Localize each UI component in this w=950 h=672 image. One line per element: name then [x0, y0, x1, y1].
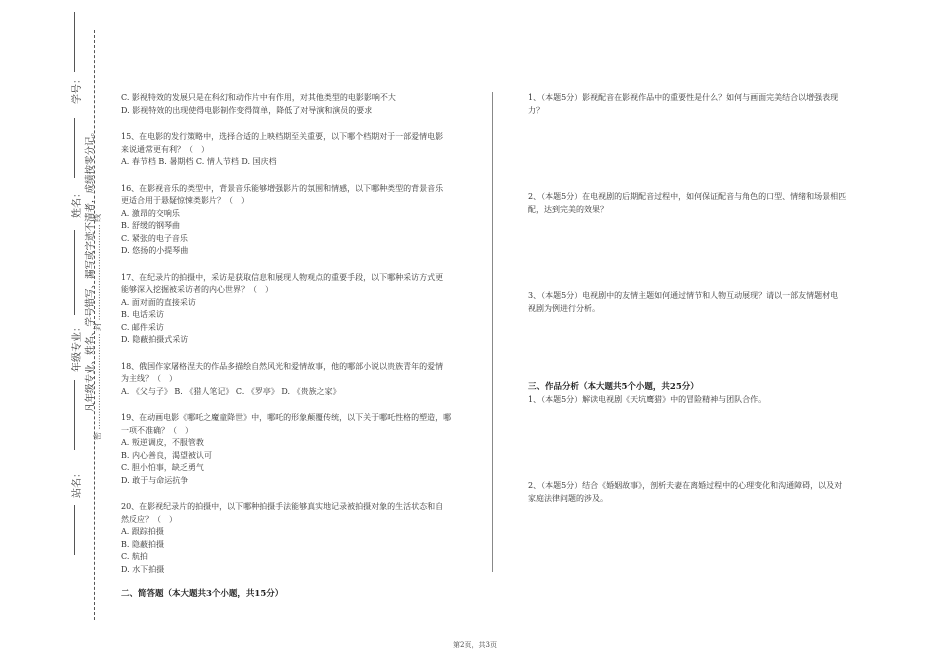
student-id-label: 学号： [72, 74, 83, 104]
q19-option-c: C. 胆小怕事，缺乏勇气 [121, 463, 204, 472]
q15-text-line1: 15、在电影的发行策略中，选择合适的上映档期至关重要，以下哪个档期对于一部爱情电影 [121, 132, 444, 141]
page-footer: 第2页，共3页 [453, 641, 497, 649]
short-answer-1-line1: 1、（本题5分）影视配音在影视作品中的重要性是什么？如何与画面完美结合以增强表现 [528, 93, 839, 102]
grade-major-label: 年级专业： [72, 322, 83, 372]
binding-line-top [74, 12, 75, 72]
binding-line-end [74, 505, 75, 555]
binding-line-bottom [74, 380, 75, 450]
q17-text-line1: 17、在纪录片的拍摄中，采访是获取信息和展现人物观点的重要手段，以下哪种采访方式更 [121, 272, 444, 282]
binding-line-mid [74, 118, 75, 178]
left-column [121, 92, 471, 601]
short-answer-3-line1: 3、（本题5分）电视剧中的友情主题如何通过情节和人物互动展现？请以一部友情题材电 [528, 291, 839, 300]
q20-text-line1: 20、在影视纪录片的拍摄中，以下哪种拍摄手法能够真实地记录被拍摄对象的生活状态和自 [121, 502, 444, 511]
short-answer-1-line2: 力？ [528, 105, 544, 115]
q20-option-b: B. 隐蔽拍摄 [121, 539, 164, 549]
q20-text-line2: 然反应？（ ） [121, 514, 177, 524]
binding-line-lower [74, 230, 75, 315]
section3-title: 三、作品分析（本大题共5个小题，共25分） [528, 382, 699, 392]
right-column [528, 92, 888, 505]
q18-text-line2: 为主线？（ ） [121, 374, 177, 383]
q17-text-line2: 能够深入挖掘被采访者的内心世界？（ ） [121, 285, 273, 294]
q15-text-line2: 来说通常更有利？（ ） [121, 144, 209, 154]
q20-option-d: D. 水下拍摄 [121, 564, 165, 574]
short-answer-3-line2: 视剧为例进行分析。 [528, 303, 600, 313]
short-answer-2-line1: 2、（本题5分）在电视剧的后期配音过程中，如何保证配音与角色的口型、情绪和场景相匹 [528, 192, 847, 201]
q16-option-d: D. 悠扬的小提琴曲 [121, 246, 189, 255]
name-label: 姓名： [72, 188, 83, 218]
section2-title: 二、简答题（本大题共3个小题，共15分） [121, 589, 284, 599]
q16-option-c: C. 紧张的电子音乐 [121, 233, 188, 243]
q19-text-line2: 一项不准确？（ ） [121, 425, 193, 435]
q19-option-a: A. 叛逆调皮，不服管教 [121, 438, 204, 447]
q14-option-c: C. 影视特效的发展只是在科幻和动作片中有作用，对其他类型的电影影响不大 [121, 93, 396, 102]
q19-option-b: B. 内心善良，渴望被认可 [121, 450, 212, 460]
q15-options: A. 春节档 B. 暑期档 C. 情人节档 D. 国庆档 [121, 157, 277, 166]
q16-option-b: B. 舒缓的钢琴曲 [121, 221, 180, 230]
q16-text-line2: 更适合用于悬疑惊悚类影片？（ ） [121, 196, 249, 205]
q17-option-a: A. 面对面的直接采访 [121, 297, 196, 307]
q20-option-c: C. 航拍 [121, 552, 148, 561]
q19-text-line1: 19、在动画电影《哪吒之魔童降世》中，哪吒的形象颠覆传统，以下关于哪吒性格的塑造，哪 [121, 413, 452, 422]
q16-text-line1: 16、在影视音乐的类型中，背景音乐能够增强影片的氛围和情感，以下哪种类型的背景音乐 [121, 183, 444, 193]
column-divider [492, 92, 493, 572]
q17-option-d: D. 隐蔽拍摄式采访 [121, 335, 189, 344]
q18-options: A. 《父与子》 B. 《猎人笔记》 C. 《罗亭》 D. 《贵族之家》 [121, 386, 341, 396]
seal-line-text: 密 ……………………………… 封 ……………………………… 线 [93, 213, 102, 440]
analysis-2-line2: 家庭法律问题的涉及。 [528, 493, 608, 503]
school-label: 站名： [72, 468, 83, 498]
q19-option-d: D. 敢于与命运抗争 [121, 475, 189, 485]
q17-option-c: C. 邮件采访 [121, 322, 164, 332]
binding-notice: 凡年级专业、姓名、学号错写、漏写或字迹不清者，成绩按零分记。 [85, 126, 96, 412]
analysis-1: 1、（本题5分）解读电视剧《天坑鹰猎》中的冒险精神与团队合作。 [528, 394, 767, 404]
binding-margin [40, 0, 120, 672]
q16-option-a: A. 激昂的交响乐 [121, 208, 180, 218]
seal-dashed-line [94, 30, 95, 620]
q18-text-line1: 18、俄国作家屠格涅夫的作品多描绘自然风光和爱情故事，他的哪部小说以贵族青年的爱情 [121, 361, 444, 371]
analysis-2-line1: 2、（本题5分）结合《婚姻故事》，剖析夫妻在离婚过程中的心理变化和沟通障碍，以及对 [528, 481, 843, 490]
q14-option-d: D. 影视特效的出现使得电影制作变得简单，降低了对导演和演员的要求 [121, 105, 373, 115]
q20-option-a: A. 跟踪拍摄 [121, 527, 164, 536]
q17-option-b: B. 电话采访 [121, 310, 164, 319]
short-answer-2-line2: 配，达到完美的效果？ [528, 204, 608, 214]
